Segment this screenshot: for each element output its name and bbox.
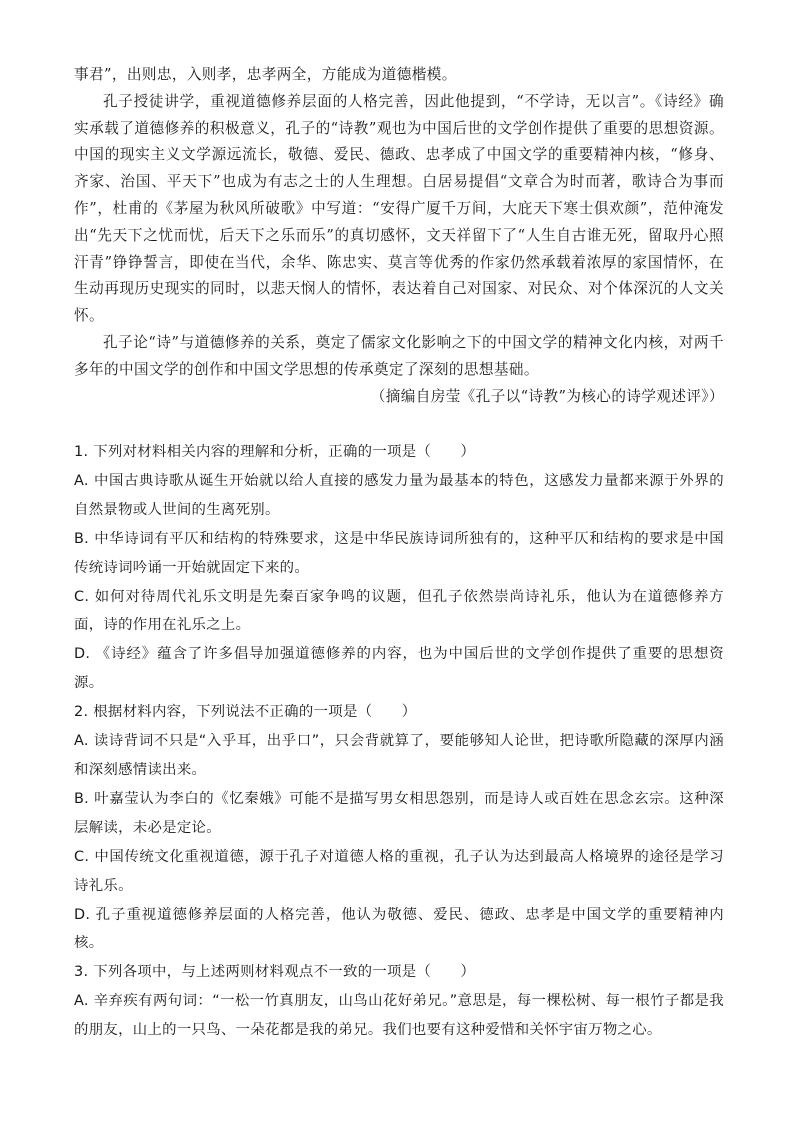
question-option: C. 中国传统文化重视道德，源于孔子对道德人格的重视，孔子认为达到最高人格境界的途径是学习诗礼乐。 — [74, 848, 724, 894]
question-stem: 3. 下列各项中，与上述两则材料观点不一致的一项是（ ） — [74, 964, 476, 981]
question-option: D. 《诗经》蕴含了许多倡导加强道德修养的内容，也为中国后世的文学创作提供了重要的思想资源。 — [74, 646, 724, 692]
question-option: A. 辛弃疾有两句词：“一松一竹真朋友，山鸟山花好弟兄。”意思是，每一棵松树、每一根竹子都是我的朋友，山上的一只鸟、一朵花都是我的弟兄。我们也要有这种爱惜和关怀宇宙万物之心。 — [74, 993, 724, 1039]
passage-paragraph-1: 事君”，出则忠，入则孝，忠孝两全，方能成为道德楷模。 — [74, 66, 457, 83]
question-1 — [74, 438, 724, 698]
question-option: C. 如何对待周代礼乐文明是先秦百家争鸣的议题，但孔子依然崇尚诗礼乐，他认为在道德修养方面，诗的作用在礼乐之上。 — [74, 588, 724, 634]
question-option: A. 中国古典诗歌从诞生开始就以给人直接的感发力量为最基本的特色，这感发力量都来源于外界的自然景物或人世间的生离死别。 — [74, 472, 724, 518]
reading-passage — [74, 62, 724, 410]
question-option: D. 孔子重视道德修养层面的人格完善，他认为敬德、爱民、德政、忠孝是中国文学的重要精神内核。 — [74, 906, 724, 952]
question-3 — [74, 958, 724, 1045]
question-option: B. 叶嘉莹认为李白的《忆秦娥》可能不是描写男女相思怨别，而是诗人或百姓在思念玄宗。这种深层解读，未必是定论。 — [74, 790, 724, 836]
passage-paragraph-3: 孔子论“诗”与道德修养的关系，奠定了儒家文化影响之下的中国文学的精神文化内核，对两千多年的中国文学的创作和中国文学思想的传承奠定了深刻的思想基础。 — [74, 333, 724, 378]
question-stem: 1. 下列对材料相关内容的理解和分析，正确的一项是（ ） — [74, 444, 476, 460]
question-stem: 2. 根据材料内容，下列说法不正确的一项是（ ） — [74, 704, 417, 721]
question-option: B. 中华诗词有平仄和结构的特殊要求，这是中华民族诗词所独有的，这种平仄和结构的要求是中国传统诗词吟诵一开始就固定下来的。 — [74, 530, 724, 576]
question-2 — [74, 698, 724, 958]
passage-source-citation: （摘编自房莹《孔子以“诗教”为核心的诗学观述评》） — [370, 387, 724, 405]
question-list — [74, 438, 724, 1045]
passage-paragraph-2: 孔子授徒讲学，重视道德修养层面的人格完善，因此他提到，“不学诗，无以言”。《诗经》确实承载了道德修养的积极意义，孔子的“诗教”观也为中国后世的文学创作提供了重要的思想资源。中国的现实主义文学源远流长，敬德、爱民、德政、忠孝成了中国文学的重要精神内核，“修身、齐家、治国、平天下”也成为有志之士的人生理想。白居易提倡“文章合为时而著，歌诗合为事而作”，杜甫的《茅屋为秋风所破歌》中写道：“安得广厦千万间，大庇天下寒士俱欢颜”，范仲淹发出“先天下之忧而忧，后天下之乐而乐”的真切感怀，文天祥留下了“人生自古谁无死，留取丹心照汗青”铮铮誓言，即使在当代，余华、陈忠实、莫言等优秀的作家仍然承载着浓厚的家国情怀，在生动再现历史现实的同时，以悲天悯人的情怀，表达着自己对国家、对民众、对个体深沉的人文关怀。 — [74, 92, 724, 325]
question-option: A. 读诗背词不只是“入乎耳，出乎口”，只会背就算了，要能够知人论世，把诗歌所隐藏的深厚内涵和深刻感情读出来。 — [74, 733, 724, 778]
